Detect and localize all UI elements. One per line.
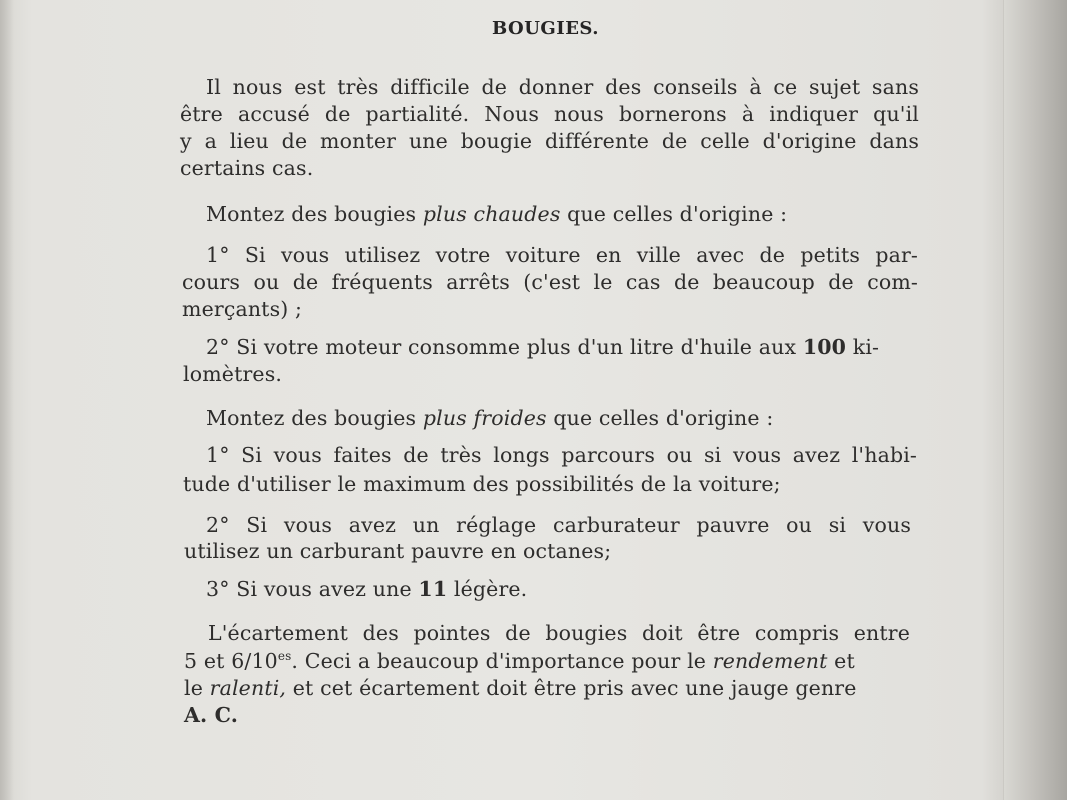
gap-line-3: le ralenti, et cet écartement doit être pris avec une jauge genre (184, 676, 857, 700)
intro-line-2: être accusé de partialité. Nous nous bornerons à indiquer qu'il (180, 102, 919, 126)
hot-plugs-heading: Montez des bougies plus chaudes que celles d'origine : (206, 202, 788, 226)
hot-item-2-line-1: 2° Si votre moteur consomme plus d'un litre d'huile aux 100 ki- (206, 335, 880, 359)
gap-line-4: A. C. (184, 703, 239, 727)
hot-item-1-line-2: cours ou de fréquents arrêts (c'est le cas de beaucoup de com- (182, 270, 918, 294)
gap-line-2: 5 et $6/10^{es}$. Ceci a beaucoup d'importance pour le rendement et (184, 649, 855, 673)
intro-line-3: y a lieu de monter une bougie différente de celle d'origine dans (180, 129, 919, 153)
ralenti-emphasis: ralenti, (209, 676, 287, 700)
hot-item-2-line-2: lomètres. (183, 362, 283, 386)
hot-item-1-line-1: 1° Si vous utilisez votre voiture en ville avec de petits par- (206, 243, 918, 267)
cold-plugs-emphasis: plus froides (422, 406, 547, 430)
cold-item-3: 3° Si vous avez une 11 légère. (206, 577, 528, 601)
cold-item-1-line-2: tude d'utiliser le maximum des possibilités de la voiture; (183, 472, 781, 496)
cold-item-2-line-1: 2° Si vous avez un réglage carburateur pauvre ou si vous (206, 513, 911, 537)
intro-line-1: Il nous est très difficile de donner des conseils à ce sujet sans (206, 75, 919, 99)
rendement-emphasis: rendement (712, 649, 828, 673)
page-title: BOUGIES. (492, 18, 600, 39)
next-page-edge (1003, 0, 1067, 800)
cold-item-2-line-2: utilisez un carburant pauvre en octanes; (184, 539, 612, 563)
gap-line-1: L'écartement des pointes de bougies doit être compris entre (208, 621, 910, 645)
cold-item-1-line-1: 1° Si vous faites de très longs parcours ou si vous avez l'habi- (206, 443, 917, 467)
hot-plugs-emphasis: plus chaudes (422, 202, 561, 226)
intro-line-4: certains cas. (180, 156, 314, 180)
hot-item-1-line-3: merçants) ; (182, 297, 303, 321)
cold-plugs-heading: Montez des bougies plus froides que celles d'origine : (206, 406, 774, 430)
